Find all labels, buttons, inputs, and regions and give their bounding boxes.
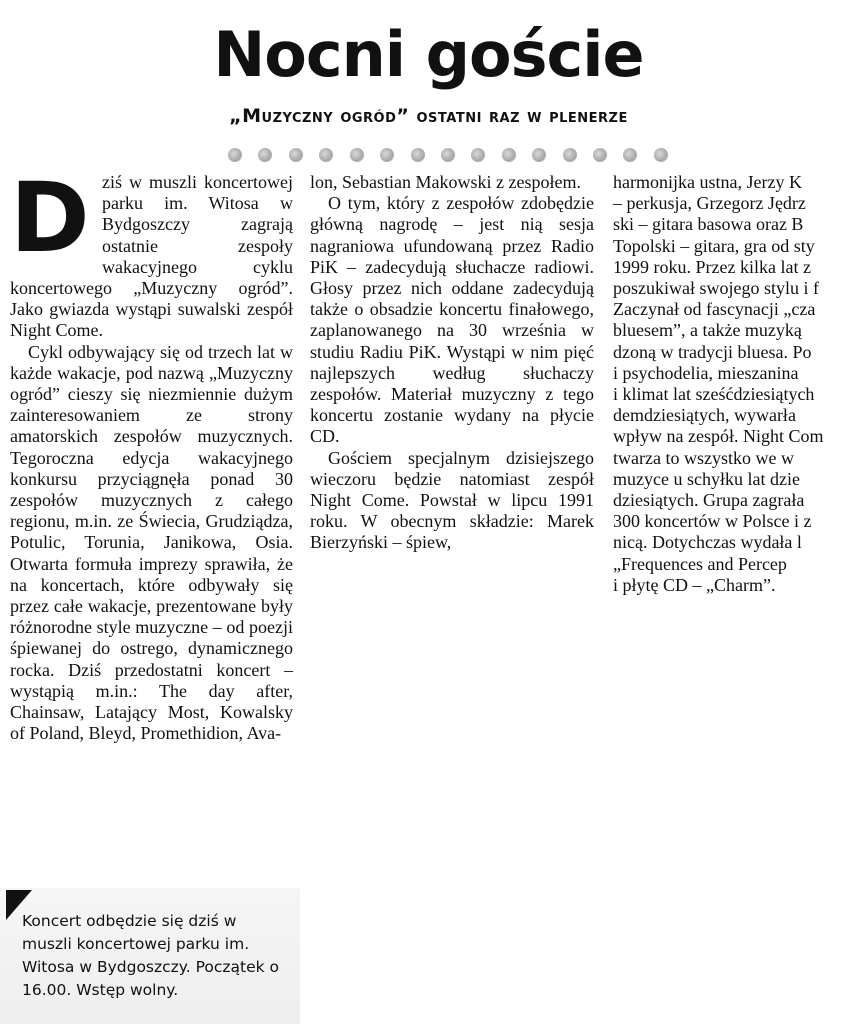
drop-cap: D (10, 162, 90, 274)
text-line: i klimat lat sześćdziesiątych (613, 384, 815, 405)
ornament-dot-icon (502, 148, 516, 162)
article-column-1 (10, 162, 293, 744)
text-line: i płytę CD – „Charm”. (613, 574, 776, 595)
ornament-dot-icon (350, 148, 364, 162)
ornament-dot-icon (532, 148, 546, 162)
text-line: dzoną w tradycji bluesa. Po (613, 341, 812, 362)
text-line: i psychodelia, mieszanina (613, 362, 799, 383)
ornament-dot-icon (289, 148, 303, 162)
ornament-dot-icon (411, 148, 425, 162)
paragraph: Cykl odbywający się od trzech lat w każde wakacje, pod nazwą „Muzyczny ogród” cieszy się niezmiennie dużym zainteresowaniem ze strony amatorskich zespołów muzycznych. Tegoroczna edycja wakacyjnego konkursu przyciągnęła ponad 30 zespołów muzycznych z całego regionu, m.in. ze Świecia, Grudziądza, Potulic, Torunia, Janikowa, Osia. Otwarta formuła imprezy sprawiła, że na koncertach, które odbywały się przez całe wakacje, prezentowane były różnorodne style muzyczne – od poezji śpiewanej do ostrego, dynamicznego rocka. Dziś przedostatni koncert – wystąpią m.in.: The day after, Chainsaw, Latający Most, Kowalsky of Poland, Bleyd, Promethidion, Ava- (10, 341, 293, 744)
text-line: demdziesiątych, wywarła (613, 405, 796, 426)
text-line: 1999 roku. Przez kilka lat z (613, 256, 811, 277)
ornament-dot-icon (319, 148, 333, 162)
info-box-text: Koncert odbędzie się dziś w muszli koncertowej parku im. Witosa w Bydgoszczy. Początek o 16.00. Wstęp wolny. (22, 912, 280, 999)
text-line: Zaczynał od fascynacji „cza (613, 299, 816, 320)
text-line: – perkusja, Grzegorz Jędrz (613, 193, 806, 214)
text-line: bluesem”, a także muzyką (613, 320, 802, 341)
text-line: harmonijka ustna, Jerzy K (613, 172, 802, 192)
paragraph: ziś w muszli koncertowej parku im. Witosa w Bydgoszczy zagrają ostatnie zespoły wakacyjnego cyklu koncertowego „Muzyczny ogród”. Jako gwiazda wystąpi suwalski zespół Night Come. (10, 172, 293, 341)
text-line: ski – gitara basowa oraz B (613, 214, 804, 235)
text-line: muzyce u schyłku lat dzie (613, 468, 800, 489)
ornament-dot-icon (563, 148, 577, 162)
text-line: 300 koncertów w Polsce i z (613, 511, 812, 532)
text-line: nicą. Dotychczas wydała l (613, 532, 802, 553)
subheadline: „Muzyczny ogród” ostatni raz w plenerze (229, 105, 628, 127)
article-column-3 (613, 172, 857, 596)
text-line: dziesiątych. Grupa zagrała (613, 490, 805, 511)
ornament-dot-icon (228, 148, 242, 162)
info-box (0, 888, 300, 1024)
ornament-dot-icon (471, 148, 485, 162)
text-line: Topolski – gitara, gra od sty (613, 235, 815, 256)
paragraph: O tym, który z zespołów zdobędzie główną nagrodę – jest nią sesja nagraniowa ufundowaną przez Radio PiK – zadecydują słuchacze radiowi. Głosy przez nich oddane zadecydują także o obsadzie koncertu finałowego, zaplanowanego na 30 września w studiu Radiu PiK. Wystąpi w nim pięć najlepszych według słuchaczy zespołów. Materiał muzyczny z tego koncertu zostanie wydany na płycie CD. (310, 193, 594, 447)
paragraph: Gościem specjalnym dzisiejszego wieczoru będzie natomiast zespół Night Come. Powstał w lipcu 1991 roku. W obecnym składzie: Marek Bierzyński – śpiew, (310, 447, 594, 553)
ornament-dot-icon (258, 148, 272, 162)
headline: Nocni goście (213, 18, 644, 91)
text-line: twarza to wszystko we w (613, 447, 794, 468)
article-column-2 (310, 172, 594, 554)
ornament-dot-icon (623, 148, 637, 162)
ornament-divider (228, 146, 668, 164)
ornament-dot-icon (593, 148, 607, 162)
ornament-dot-icon (380, 148, 394, 162)
ornament-dot-icon (441, 148, 455, 162)
text-line: wpływ na zespół. Night Com (613, 426, 824, 447)
paragraph: lon, Sebastian Makowski z zespołem. (310, 172, 581, 192)
text-line: „Frequences and Percep (613, 553, 787, 574)
ornament-dot-icon (654, 148, 668, 162)
text-line: poszukiwał swojego stylu i f (613, 278, 819, 299)
